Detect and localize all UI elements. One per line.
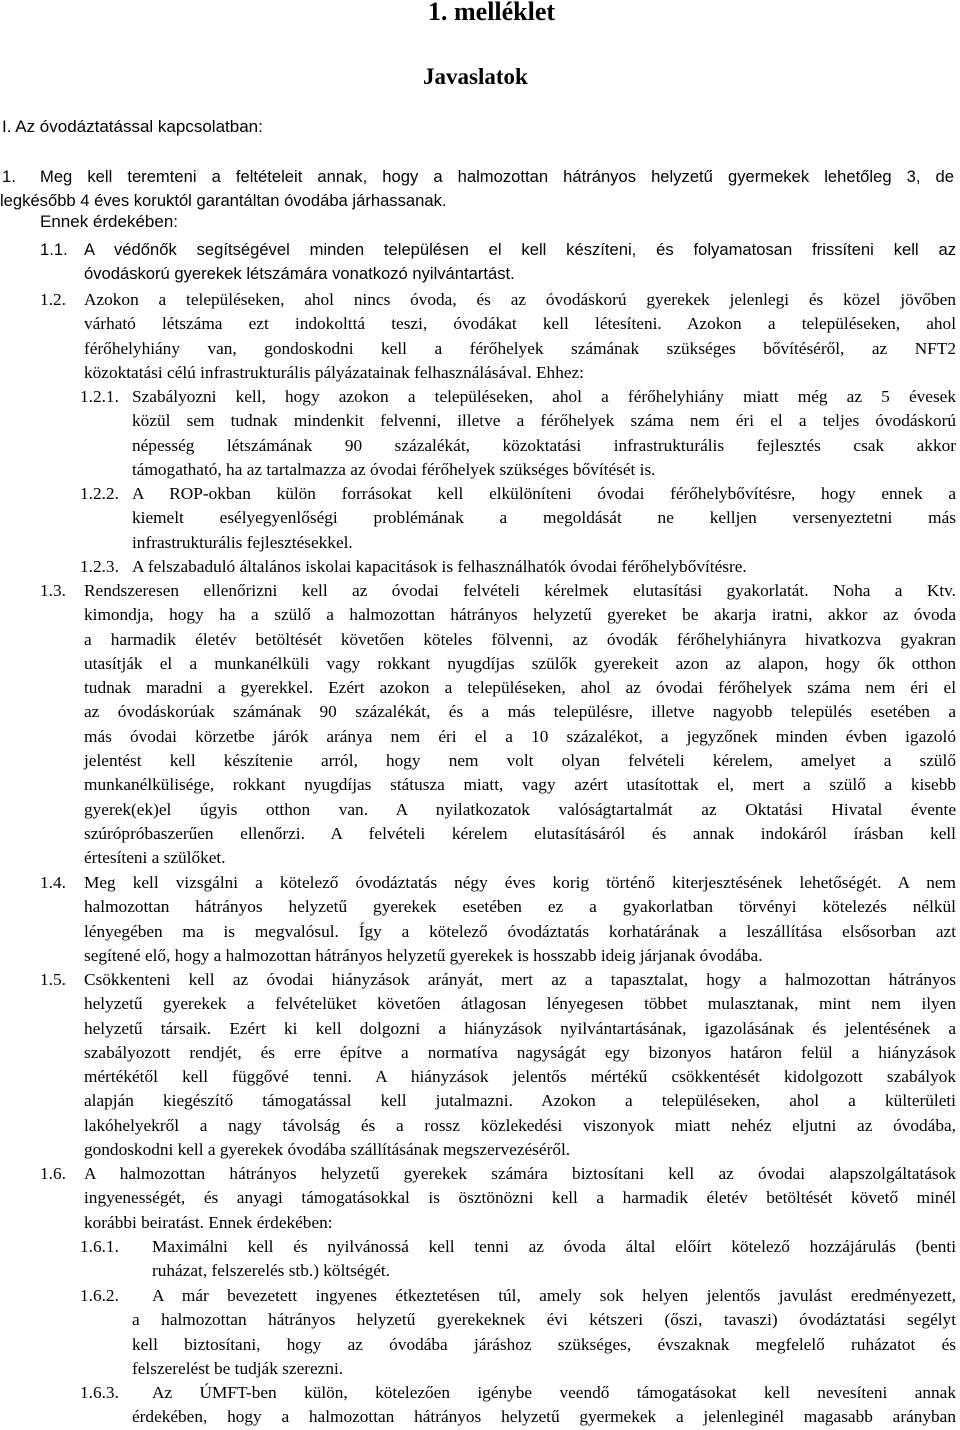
item-text xyxy=(84,968,956,1162)
text-line: gyerek(ek)el úgyis otthon van. A nyilatkozatok valóságtartalmát az Oktatási Hivatal évente xyxy=(84,799,956,819)
item-number: 1.2. xyxy=(40,290,66,309)
item-number: 1.6.1. xyxy=(80,1237,119,1256)
item-number: 1.2.1. xyxy=(80,387,119,406)
text-line: Maximálni kell és nyilvánossá kell tenni az óvoda által előírt kötelező hozzájárulás (benti xyxy=(152,1237,956,1256)
item-number: 1.2.3. xyxy=(80,557,119,576)
text-line: munkanélkülisége, rokkant nyugdíjas státusza miatt, vagy azért utasítottak el, mert a szülő a kisebb xyxy=(84,775,956,795)
text-line: népesség létszámának 90 százalékát, közoktatási infrastrukturális fejlesztés csak akkor xyxy=(132,435,956,455)
text-line: jelentést kell készítenie arról, hogy nem volt olyan felvételi kérelem, amelyet a szülő xyxy=(84,751,956,771)
text-line: szabályozott rendjét, és erre építve a normatíva nagyságát egy bizonyos határon felül a hiányzások xyxy=(84,1042,956,1062)
item-number: 1.4. xyxy=(40,873,66,892)
text-line: értesíteni a szülőket. xyxy=(84,848,226,868)
item-number: 1.6.3. xyxy=(80,1383,119,1402)
text-line: kell biztosítani, hogy az óvodába járáshoz szükséges, évszaknak megfelelő ruházatot és xyxy=(132,1334,956,1354)
item-text xyxy=(84,1162,956,1235)
page-title: Javaslatok xyxy=(423,64,528,89)
item-text xyxy=(84,238,956,287)
text-line: Meg kell teremteni a feltételeit annak, hogy a halmozottan hátrányos helyzetű gyermekek lehetőleg 3, de xyxy=(40,167,954,186)
item-text xyxy=(132,482,956,555)
text-line: felszerelést be tudják szerezni. xyxy=(132,1358,344,1378)
intro-text: Ennek érdekében: xyxy=(40,212,178,231)
item-number: 1.6.2. xyxy=(80,1286,119,1305)
text-line: tudnak maradni a gyerekkel. Ezért azokon a településeken, ahol az óvodai férőhelyek száma nem éri el xyxy=(84,678,956,698)
text-line: segítené elő, hogy a halmozottan hátrányos helyzetű gyerekek is hosszabb ideig járjanak óvodába. xyxy=(84,945,763,965)
text-line: infrastrukturális fejlesztésekkel. xyxy=(132,532,353,552)
text-line: A felszabaduló általános iskolai kapacitások is felhasználhatók óvodai férőhelybővítésre. xyxy=(132,557,747,576)
item-text xyxy=(84,871,956,968)
text-line: helyzetű társaik. Ezért ki kell dolgozni a hiányzások nyilvántartásának, igazolásának és jelentésének a xyxy=(84,1018,956,1038)
item-text xyxy=(40,165,954,189)
item-number: 1.5. xyxy=(40,970,66,989)
text-line: Azokon a településeken, ahol nincs óvoda, és az óvodáskorú gyerekek jelenlegi és közel jövőben xyxy=(84,290,956,309)
text-line: legkésőbb 4 éves koruktól garantáltan óvodába járhassanak. xyxy=(0,191,447,211)
text-line: lakóhelyekről a nagy távolság és a rossz közlekedési viszonyok miatt nehéz eljutni az óvodába, xyxy=(84,1115,956,1135)
text-line: szúrópróbaszerűen ellenőrzi. A felvételi kérelem elutasításáról és annak indokáról írásban kell xyxy=(84,823,956,843)
item-text xyxy=(132,1381,956,1430)
item-number: 1. xyxy=(2,167,16,186)
text-line: várható létszáma ezt indokolttá teszi, óvodákat kell létesíteni. Azokon a településeken, ahol xyxy=(84,314,956,334)
text-line: közoktatási célú infrastrukturális pályázatainak felhasználásával. Ehhez: xyxy=(84,362,584,382)
text-line: helyzetű gyerekek a felvételüket követően átlagosan lényegesen többet mulasztanak, mint nem ilyen xyxy=(84,994,956,1014)
text-line: kiemelt esélyegyenlőségi problémának a megoldását ne kelljen versenyeztetni más xyxy=(132,508,956,528)
text-line: A halmozottan hátrányos helyzetű gyerekek számára biztosítani kell az óvodai alapszolgáltatások xyxy=(84,1164,956,1183)
item-text-continued xyxy=(0,189,954,213)
text-line: A védőnők segítségével minden településen el kell készíteni, és folyamatosan frissíteni kell az xyxy=(84,240,956,259)
text-line: lényegében ma is megvalósul. Így a kötelező óvodáztatás korhatárának a leszállítása elsősorban azt xyxy=(84,921,956,941)
text-line: mértékétől kell függővé tenni. A hiányzások jelentős mértékű csökkentését kidolgozott szabályok xyxy=(84,1067,956,1087)
annex-label: 1. melléklet xyxy=(428,0,556,26)
text-line: férőhelyhiány van, gondoskodni kell a férőhelyek számának szükséges bővítéséről, az NFT2 xyxy=(84,338,956,358)
text-line: alapján kiegészítő támogatással kell jutalmazni. Azokon a településeken, ahol a külterületi xyxy=(84,1091,956,1111)
text-line: támogatható, ha az tartalmazza az óvodai férőhelyek szükséges bővítését is. xyxy=(132,459,656,479)
text-line: más óvodai körzetbe járók aránya nem éri el a 10 százalékot, a jegyzőnek minden évben igazoló xyxy=(84,726,956,746)
text-line: a halmozottan hátrányos helyzetű gyerekeknek évi kétszeri (őszi, tavaszi) óvodáztatási segélyt xyxy=(132,1310,956,1330)
text-line: Csökkenteni kell az óvodai hiányzások arányát, mert az a tapasztalat, hogy a halmozottan hátrányos xyxy=(84,970,956,989)
text-line: Az ÚMFT-ben külön, kötelezően igénybe veendő támogatásokat kell nevesíteni annak xyxy=(152,1383,956,1402)
item-text xyxy=(152,1235,956,1284)
text-line: ruházat, felszerelés stb.) költségét. xyxy=(152,1261,390,1281)
text-line: érdekében, hogy a halmozottan hátrányos helyzetű gyermekek a jelenleginél magasabb arányban xyxy=(132,1407,956,1427)
text-line: az óvodáskorúak számának 90 százalékát, és a más településre, illetve nagyobb település esetében a xyxy=(84,702,956,722)
text-line: kimondja, hogy ha a szülő a halmozottan hátrányos helyzetű gyereket be akarja iratni, akkor az óvoda xyxy=(84,605,956,625)
text-line: ingyenességét, és anyagi támogatásokkal is ösztönözni kell a harmadik életév betöltését követő minél xyxy=(84,1188,956,1208)
text-line: Szabályozni kell, hogy azokon a településeken, ahol a férőhelyhiány miatt még az 5 évesek xyxy=(132,387,956,406)
text-line: közül sem tudnak mindenkit felvenni, illetve a férőhelyek száma nem éri el a teljes óvodáskorú xyxy=(132,411,956,431)
section-heading: I. Az óvodáztatással kapcsolatban: xyxy=(2,117,263,136)
item-text xyxy=(132,555,956,579)
item-text xyxy=(84,288,956,385)
text-line: A már bevezetett ingyenes étkeztetésen túl, amely sok helyen jelentős javulást eredményezett, xyxy=(152,1286,956,1305)
item-text xyxy=(132,1284,956,1381)
item-number: 1.3. xyxy=(40,581,66,600)
text-line: gondoskodni kell a gyerekek óvodába szállításának megszervezéséről. xyxy=(84,1140,571,1160)
item-number: 1.1. xyxy=(40,240,68,259)
text-line: utasítják el a munkanélküli vagy rokkant nyugdíjas szülők gyerekeit azon az alapon, hogy ők otthon xyxy=(84,653,956,673)
item-number: 1.2.2. xyxy=(80,484,119,503)
text-line: Meg kell vizsgálni a kötelező óvodáztatás négy éves korig történő kiterjesztésének lehetőségét. A nem xyxy=(84,873,956,892)
item-text xyxy=(84,579,956,871)
text-line: óvodáskorú gyerekek létszámára vonatkozó nyilvántartást. xyxy=(84,264,515,284)
text-line: a harmadik életév betöltését követően köteles fölvenni, az óvodák férőhelyhiányra hivatkozva gyakran xyxy=(84,629,956,649)
text-line: korábbi beiratást. Ennek érdekében: xyxy=(84,1212,333,1232)
item-number: 1.6. xyxy=(40,1164,66,1183)
text-line: A ROP-okban külön forrásokat kell elkülöníteni óvodai férőhelybővítésre, hogy ennek a xyxy=(132,484,956,503)
text-line: halmozottan hátrányos helyzetű gyerekek esetében ez a gyakorlatban törvényi kötelezés nélkül xyxy=(84,897,956,917)
item-text xyxy=(132,385,956,482)
text-line: Rendszeresen ellenőrizni kell az óvodai felvételi kérelmek elutasítási gyakorlatát. Noha a Ktv. xyxy=(84,581,956,600)
